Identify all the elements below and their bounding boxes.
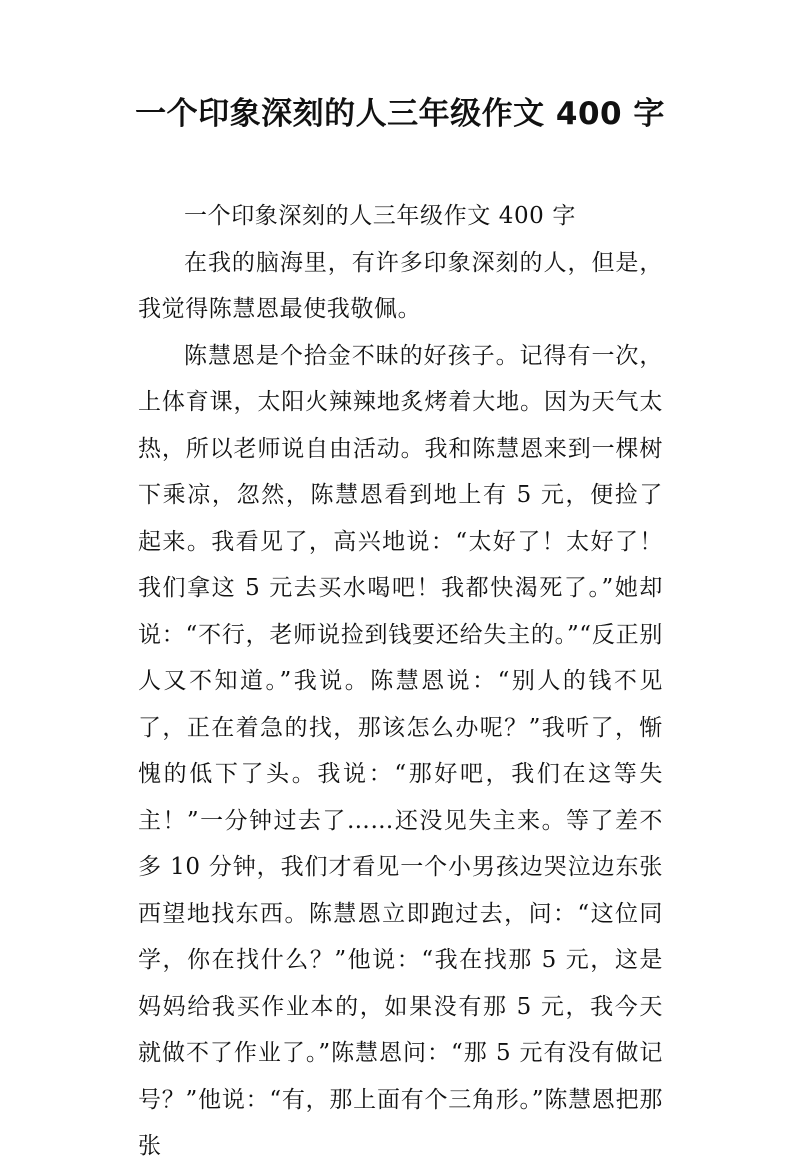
document-title: 一个印象深刻的人三年级作文 400 字 [135,96,665,132]
paragraph-subtitle: 一个印象深刻的人三年级作文 400 字 [184,203,576,229]
document-body [138,193,663,1170]
paragraph-intro: 在我的脑海里，有许多印象深刻的人，但是，我觉得陈慧恩最使我敬佩。 [138,249,663,322]
paragraph-story: 陈慧恩是个拾金不昧的好孩子。记得有一次，上体育课，太阳火辣辣地炙烤着大地。因为天气太热，所以老师说自由活动。我和陈慧恩来到一棵树下乘凉，忽然，陈慧恩看到地上有 5 元，便捡了起来。我看见了，高兴地说：“太好了！太好了！我们拿这 5 元去买水喝吧！我都快渴死了。”她却说：“不行，老师说捡到钱要还给失主的。”“反正别人又不知道。”我说。陈慧恩说：“别人的钱不见了，正在着急的找，那该怎么办呢？”我听了，惭愧的低下了头。我说：“那好吧，我们在这等失主！”一分钟过去了……还没见失主来。等了差不多 10 分钟，我们才看见一个小男孩边哭泣边东张西望地找东西。陈慧恩立即跑过去，问：“这位同学，你在找什么？”他说：“我在找那 5 元，这是妈妈给我买作业本的，如果没有那 5 元，我今天就做不了作业了。”陈慧恩问：“那 5 元有没有做记号？”他说：“有，那上面有个三角形。”陈慧恩把那张 [138,342,663,1159]
